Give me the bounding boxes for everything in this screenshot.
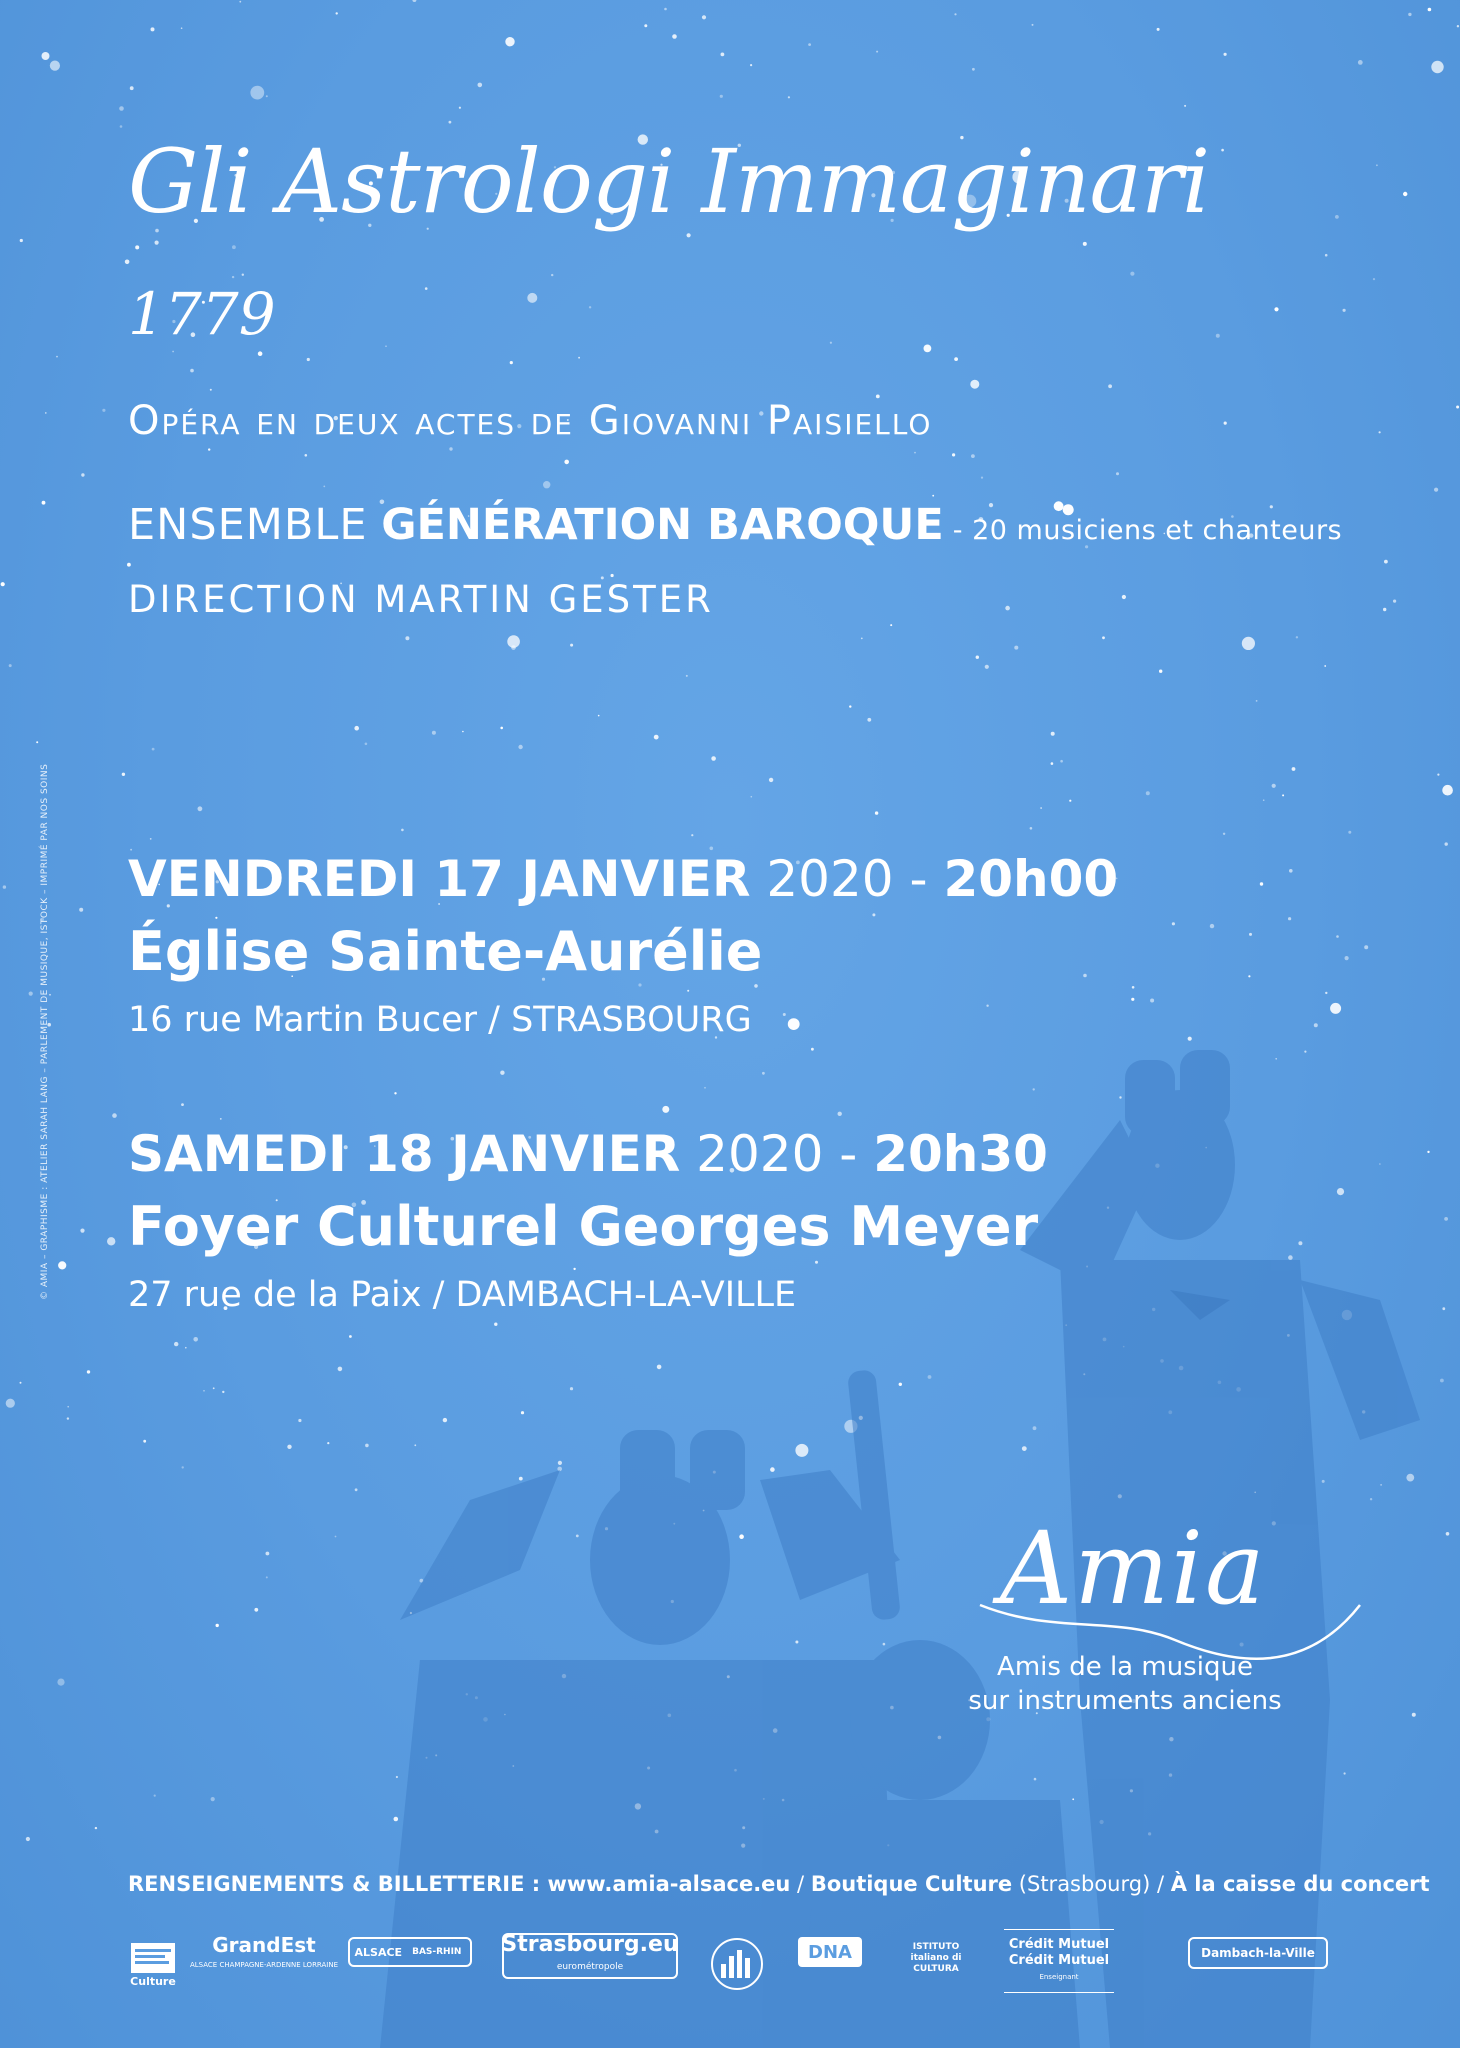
- opera-subtitle: Opéra en deux actes de Giovanni Paisiello: [128, 398, 933, 444]
- partner-creditmutuel-name: Crédit Mutuel: [1008, 1937, 1110, 1952]
- event-1-date: [128, 850, 1118, 908]
- ensemble-prefix: ENSEMBLE: [128, 500, 368, 550]
- event-2-address: 27 rue de la Paix / DAMBACH-LA-VILLE: [128, 1275, 797, 1315]
- partner-alsace-logo: [348, 1937, 472, 1967]
- partner-dambach-logo: [1188, 1937, 1328, 1969]
- partner-strasbourg-name: Strasbourg.eu: [501, 1932, 679, 1957]
- partner-strasbourg-logo: [502, 1933, 678, 1979]
- partner-culture-name: Culture: [130, 1974, 176, 1988]
- event-year: 2020: [750, 850, 910, 908]
- event-sep: -: [839, 1125, 874, 1183]
- partner-grandest-name: GrandEst: [212, 1933, 316, 1957]
- event-sep: -: [909, 850, 944, 908]
- partner-strasbourg-sub: eurométropole: [556, 1962, 624, 1972]
- amia-logo: Amia: [1000, 1510, 1267, 1627]
- ticketing-label: RENSEIGNEMENTS & BILLETTERIE :: [128, 1872, 541, 1896]
- ticketing-caisse: À la caisse du concert: [1170, 1872, 1430, 1896]
- event-time: 20h00: [943, 850, 1119, 908]
- event-day: SAMEDI 18 JANVIER: [128, 1125, 681, 1183]
- ensemble-count: - 20 musiciens et chanteurs: [943, 515, 1343, 546]
- ensemble-line: [128, 500, 1342, 550]
- partner-logos: [120, 1925, 1350, 2005]
- partner-grandest-sub: ALSACE CHAMPAGNE-ARDENNE LORRAINE: [189, 1961, 339, 1969]
- partner-creditmutuel-logo: [1004, 1929, 1114, 1993]
- partner-music-logo: [706, 1931, 768, 1993]
- ticketing-website: www.amia-alsace.eu: [540, 1872, 791, 1896]
- partner-creditmutuel-sub: Enseignant: [1039, 1973, 1079, 1981]
- ticketing-sep: /: [1150, 1872, 1171, 1896]
- partner-grandest-logo: [189, 1933, 339, 1975]
- ticketing-boutique-city: (Strasbourg): [1012, 1872, 1151, 1896]
- event-day: VENDREDI 17 JANVIER: [128, 850, 751, 908]
- event-time: 20h30: [873, 1125, 1048, 1183]
- opera-year: 1779: [128, 280, 276, 348]
- partner-basrhin-name: BAS-RHIN: [412, 1947, 462, 1957]
- ensemble-name: GÉNÉRATION BAROQUE: [381, 500, 944, 550]
- event-2-date: [128, 1125, 1048, 1183]
- partner-alsace-name: ALSACE: [354, 1945, 403, 1959]
- ticketing-sep: /: [790, 1872, 811, 1896]
- opera-title: Gli Astrologi Immaginari: [128, 130, 1210, 233]
- ticketing-info: [128, 1872, 1430, 1896]
- event-1-venue: Église Sainte-Aurélie: [128, 920, 763, 983]
- partner-istituto-name: ISTITUTO italiano di CULTURA: [910, 1941, 962, 1974]
- partner-culture-logo: [126, 1931, 180, 1997]
- partner-dna-logo: [798, 1937, 862, 1967]
- amia-tagline-line-2: sur instruments anciens: [968, 1686, 1282, 1716]
- partner-creditmutuel-name-2: Crédit Mutuel: [1008, 1953, 1110, 1968]
- conductor-line: DIRECTION MARTIN GESTER: [128, 578, 714, 621]
- marianne-icon: [129, 1941, 177, 1975]
- partner-dna-name: DNA: [808, 1941, 852, 1963]
- partner-dambach-name: Dambach-la-Ville: [1201, 1946, 1315, 1960]
- event-1-address: 16 rue Martin Bucer / STRASBOURG: [128, 1000, 752, 1040]
- image-credits: © AMIA – GRAPHISME : ATELIER SARAH LANG – PARLEMENT DE MUSIQUE, ISTOCK – IMPRIMÉ PAR NOS SOINS: [40, 763, 50, 1300]
- event-year: 2020: [680, 1125, 840, 1183]
- partner-istituto-logo: [896, 1935, 976, 1981]
- amia-tagline: [960, 1650, 1290, 1718]
- ticketing-boutique: Boutique Culture: [810, 1872, 1013, 1896]
- amia-tagline-line-1: Amis de la musique: [997, 1652, 1253, 1682]
- music-bars-icon: [707, 1934, 767, 1990]
- event-2-venue: Foyer Culturel Georges Meyer: [128, 1195, 1039, 1258]
